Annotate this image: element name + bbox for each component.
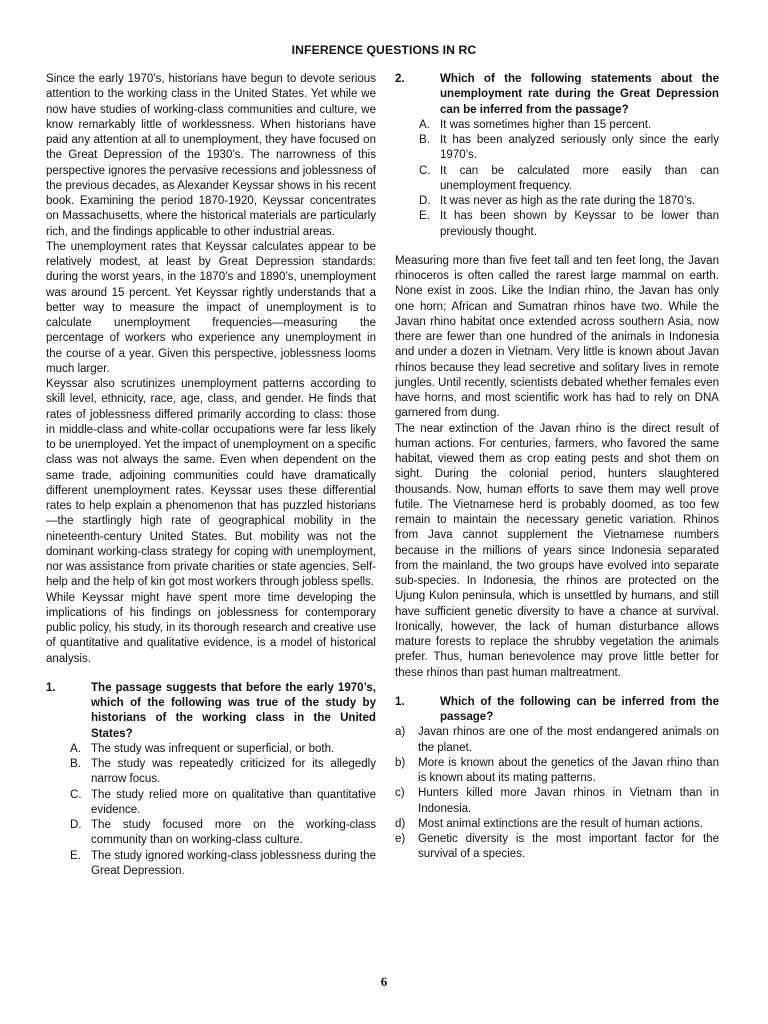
question-number: 1. [46, 681, 56, 694]
question1 [46, 681, 376, 742]
answer-option [395, 164, 719, 195]
answer-option [395, 832, 719, 863]
option-label: B. [70, 758, 81, 770]
passage1-paragraph: While Keyssar might have spent more time developing the implications of his findings on joblessness for contemporary public policy, his study, in its thorough research and creative use of quantitative and qualitative evidence, is a model of historical analysis. [46, 591, 376, 665]
option-label: A. [419, 118, 430, 131]
option-text: It has been analyzed seriously only since the early 1970’s. [440, 134, 719, 162]
option-text: The study was repeatedly criticized for its allegedly narrow focus. [91, 758, 376, 786]
answer-option [395, 725, 719, 756]
answer-option [46, 849, 376, 880]
left-column [46, 72, 376, 879]
answer-option [395, 209, 719, 240]
page-title: INFERENCE QUESTIONS IN RC [291, 43, 477, 57]
option-text: It was sometimes higher than 15 percent. [440, 118, 652, 131]
option-text: Javan rhinos are one of the most endangered animals on the planet. [418, 726, 719, 754]
question-stem: Which of the following can be inferred from the passage? [440, 695, 719, 723]
option-text: Most animal extinctions are the result of human actions. [418, 817, 703, 830]
question-stem: Which of the following statements about the unemployment rate during the Great Depression can be inferred from the passage? [440, 73, 719, 116]
option-text: It has been shown by Keyssar to be lower than previously thought. [440, 210, 719, 238]
option-label: b) [395, 756, 406, 769]
option-text: Hunters killed more Javan rhinos in Vietnam than in Indonesia. [418, 787, 719, 815]
option-label: A. [70, 742, 81, 755]
option-label: E. [419, 210, 430, 223]
option-label: c) [395, 787, 405, 800]
answer-option [395, 118, 719, 133]
option-text: The study focused more on the working-class community than on working-class culture. [91, 819, 376, 847]
option-text: More is known about the genetics of the Javan rhino than is known about its mating patterns. [418, 756, 719, 784]
option-label: E. [70, 849, 81, 862]
option-text: The study was infrequent or superficial, or both. [91, 742, 335, 755]
answer-option [395, 194, 719, 209]
option-label: B. [419, 134, 430, 146]
option-text: Genetic diversity is the most important factor for the survival of a species. [418, 833, 719, 861]
answer-option [46, 788, 376, 819]
option-label: a) [395, 726, 406, 739]
passage2-paragraph: The near extinction of the Javan rhino is the direct result of human actions. For centuries, farmers, who favored the same habitat, viewed them as crop eating pests and shot them on sight. During the colonial period, hunters slaughtered thousands. Now, human efforts to save them may well prove futile. The Vietnamese herd is probably doomed, as too few remain to maintain the necessary genetic variation. Rhinos from Java cannot supplement the Vietnamese numbers because in the millions of years since Indonesia separated from the mainland, the two groups have evolved into separate sub-species. In Indonesia, the rhinos are protected on the Ujung Kulon peninsula, which is unsettled by humans, and still have sufficient genetic diversity to have a chance at survival. Ironically, however, the lack of human disturbance allows mature forests to replace the shrubby vegetation the animals prefer. Thus, human benevolence may prove little better for these rhinos than past human maltreatment. [395, 422, 719, 679]
option-label: e) [395, 833, 406, 845]
right-column [395, 72, 719, 863]
answer-option [395, 756, 719, 787]
passage1-paragraph: The unemployment rates that Keyssar calculates appear to be relatively modest, at least by Great Depression standards: during the worst years, in the 1870’s and 1890’s, unemployment was around 15 percent. Yet Keyssar rightly understands that a better way to measure the impact of unemployment is to calculate unemployment frequencies—measuring the percentage of workers who experience any unemployment in the course of a year. Given this perspective, joblessness looms much larger. [46, 240, 376, 375]
passage1-paragraph: Since the early 1970’s, historians have begun to devote serious attention to the working class in the United States. Yet while we now have studies of working-class communities and culture, we know remarkably little of worklessness. When historians have paid any attention at all to unemployment, they have focused on the Great Depression of the 1930’s. The narrowness of this perspective ignores the pervasive recessions and joblessness of the previous decades, as Alexander Keyssar shows in his recent book. Examining the period 1870-1920, Keyssar concentrates on Massachusetts, where the historical materials are particularly rich, and the findings applicable to other industrial areas. [46, 73, 376, 238]
answer-option [46, 742, 376, 757]
option-text: The study relied more on qualitative than quantitative evidence. [91, 788, 376, 816]
option-label: d) [395, 817, 406, 830]
option-label: C. [419, 164, 431, 177]
question3 [395, 695, 719, 726]
answer-option [395, 786, 719, 817]
passage1-paragraph: Keyssar also scrutinizes unemployment patterns according to skill level, ethnicity, race, age, class, and gender. He finds that rates of joblessness differed primarily according to class: those in middle-class and white-collar occupations were far less likely to be unemployed. Yet the impact of unemployment on a specific class was not always the same. Even when dependent on the same trade, adjoining communities could have dramatically different unemployment rates. Keyssar uses these differential rates to help explain a phenomenon that has puzzled historians—the startlingly high rate of geographical mobility in the nineteenth-century United States. But mobility was not the dominant working-class strategy for coping with unemployment, nor was assistance from private charities or state agencies. Self-help and the help of kin got most workers through jobless spells. [46, 378, 376, 589]
question-stem: The passage suggests that before the early 1970’s, which of the following was true of the study by historians of the working class in the United States? [91, 681, 376, 740]
answer-option [46, 757, 376, 788]
option-text: The study ignored working-class joblessness during the Great Depression. [91, 849, 376, 877]
option-label: C. [70, 788, 82, 801]
option-text: It was never as high as the rate during the 1870’s. [440, 195, 696, 207]
question-number: 2. [395, 73, 405, 85]
passage2-paragraph: Measuring more than five feet tall and ten feet long, the Javan rhinoceros is often called the rarest large mammal on earth. None exist in zoos. Like the Indian rhino, the Javan has only one horn; African and Sumatran rhinos have two. While the Javan rhino habitat once extended across southern Asia, now there are fewer than one hundred of the animals in Indonesia and under a dozen in Vietnam. Very little is known about Javan rhinos because they lead secretive and solitary lives in remote jungles. Until recently, scientists debated whether females even have horns, and most scientific work has had to rely on DNA garnered from dung. [395, 254, 719, 420]
question-number: 1. [395, 695, 405, 708]
option-label: D. [70, 819, 82, 831]
answer-option [395, 817, 719, 832]
question2 [395, 72, 719, 118]
answer-option [46, 818, 376, 849]
option-text: It can be calculated more easily than can unemployment frequency. [440, 164, 719, 192]
option-label: D. [419, 195, 431, 207]
page-number: 6 [380, 974, 388, 989]
answer-option [395, 133, 719, 164]
